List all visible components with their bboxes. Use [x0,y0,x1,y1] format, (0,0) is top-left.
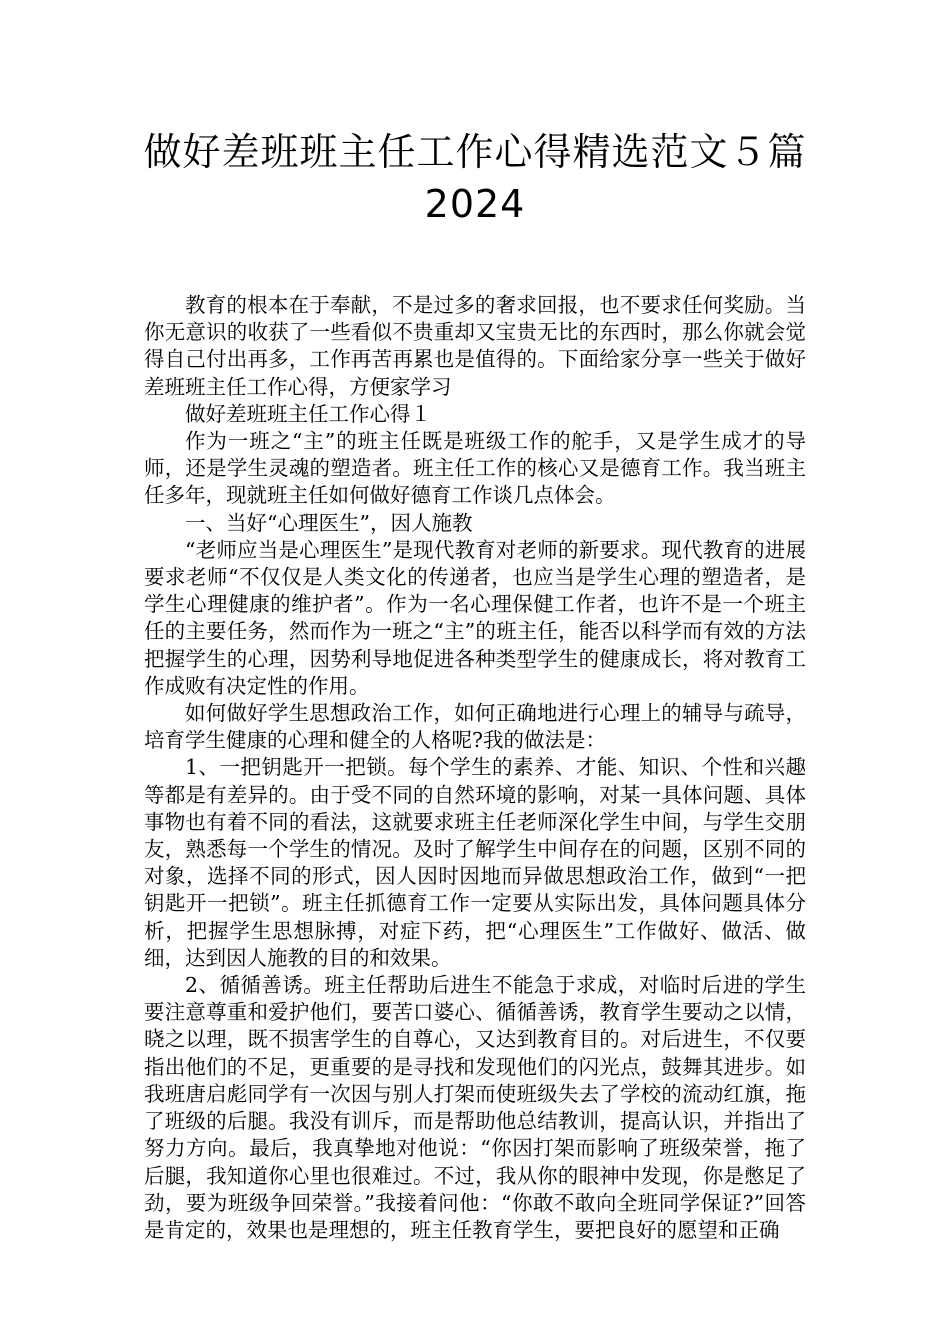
body-paragraph: “老师应当是心理医生”是现代教育对老师的新要求。现代教育的进展要求老师“不仅仅是人类文化的传递者，也应当是学生心理的塑造者，是学生心理健康的维护者”。作为一名心理保健工作者，也许不是一个班主任的主要任务，然而作为一班之“主”的班主任，能否以科学而有效的方法把握学生的心理，因势利导地促进各种类型学生的健康成长，将对教育工作成败有决定性的作用。 [144,537,806,698]
title-line-2: 2024 [424,182,526,226]
document-body [144,292,806,1244]
title-line-1: 做好差班班主任工作心得精选范文５篇 [143,130,807,174]
document-title [120,126,830,230]
section-heading: 做好差班班主任工作心得１ [185,401,431,426]
body-paragraph: 作为一班之“主”的班主任既是班级工作的舵手，又是学生成才的导师，还是学生灵魂的塑造者。班主任工作的核心又是德育工作。我当班主任多年，现就班主任如何做好德育工作谈几点体会。 [144,429,806,508]
body-paragraph: 1、一把钥匙开一把锁。每个学生的素养、才能、知识、个性和兴趣等都是有差异的。由于受不同的自然环境的影响，对某一具体问题、具体事物也有着不同的看法，这就要求班主任老师深化学生中间，与学生交朋友，熟悉每一个学生的情况。及时了解学生中间存在的问题，区别不同的对象，选择不同的形式，因人因时因地而异做思想政治工作，做到“一把钥匙开一把锁”。班主任抓德育工作一定要从实际出发，具体问题具体分析，把握学生思想脉搏，对症下药，把“心理医生”工作做好、做活、做细，达到因人施教的目的和效果。 [144,755,806,970]
subsection-heading: 一、当好“心理医生”，因人施教 [185,510,473,535]
body-paragraph: 如何做好学生思想政治工作，如何正确地进行心理上的辅导与疏导，培育学生健康的心理和健全的人格呢?我的做法是： [144,701,806,753]
body-paragraph: 2、循循善诱。班主任帮助后进生不能急于求成，对临时后进的学生要注意尊重和爱护他们，要苦口婆心、循循善诱，教育学生要动之以情，晓之以理，既不损害学生的自尊心，又达到教育目的。对后进生，不仅要指出他们的不足，更重要的是寻找和发现他们的闪光点，鼓舞其进步。如我班唐启彪同学有一次因与别人打架而使班级失去了学校的流动红旗，拖了班级的后腿。我没有训斥，而是帮助他总结教训，提高认识，并指出了努力方向。最后，我真挚地对他说：“你因打架而影响了班级荣誉，拖了后腿，我知道你心里也很难过。不过，我从你的眼神中发现，你是憋足了劲，要为班级争回荣誉。”我接着问他：“你敢不敢向全班同学保证?”回答是肯定的，效果也是理想的，班主任教育学生，要把良好的愿望和正确 [144,973,806,1242]
intro-paragraph: 教育的根本在于奉献，不是过多的奢求回报，也不要求任何奖励。当你无意识的收获了一些看似不贵重却又宝贵无比的东西时，那么你就会觉得自己付出再多，工作再苦再累也是值得的。下面给家分享一些关于做好差班班主任工作心得，方便家学习 [144,293,806,399]
